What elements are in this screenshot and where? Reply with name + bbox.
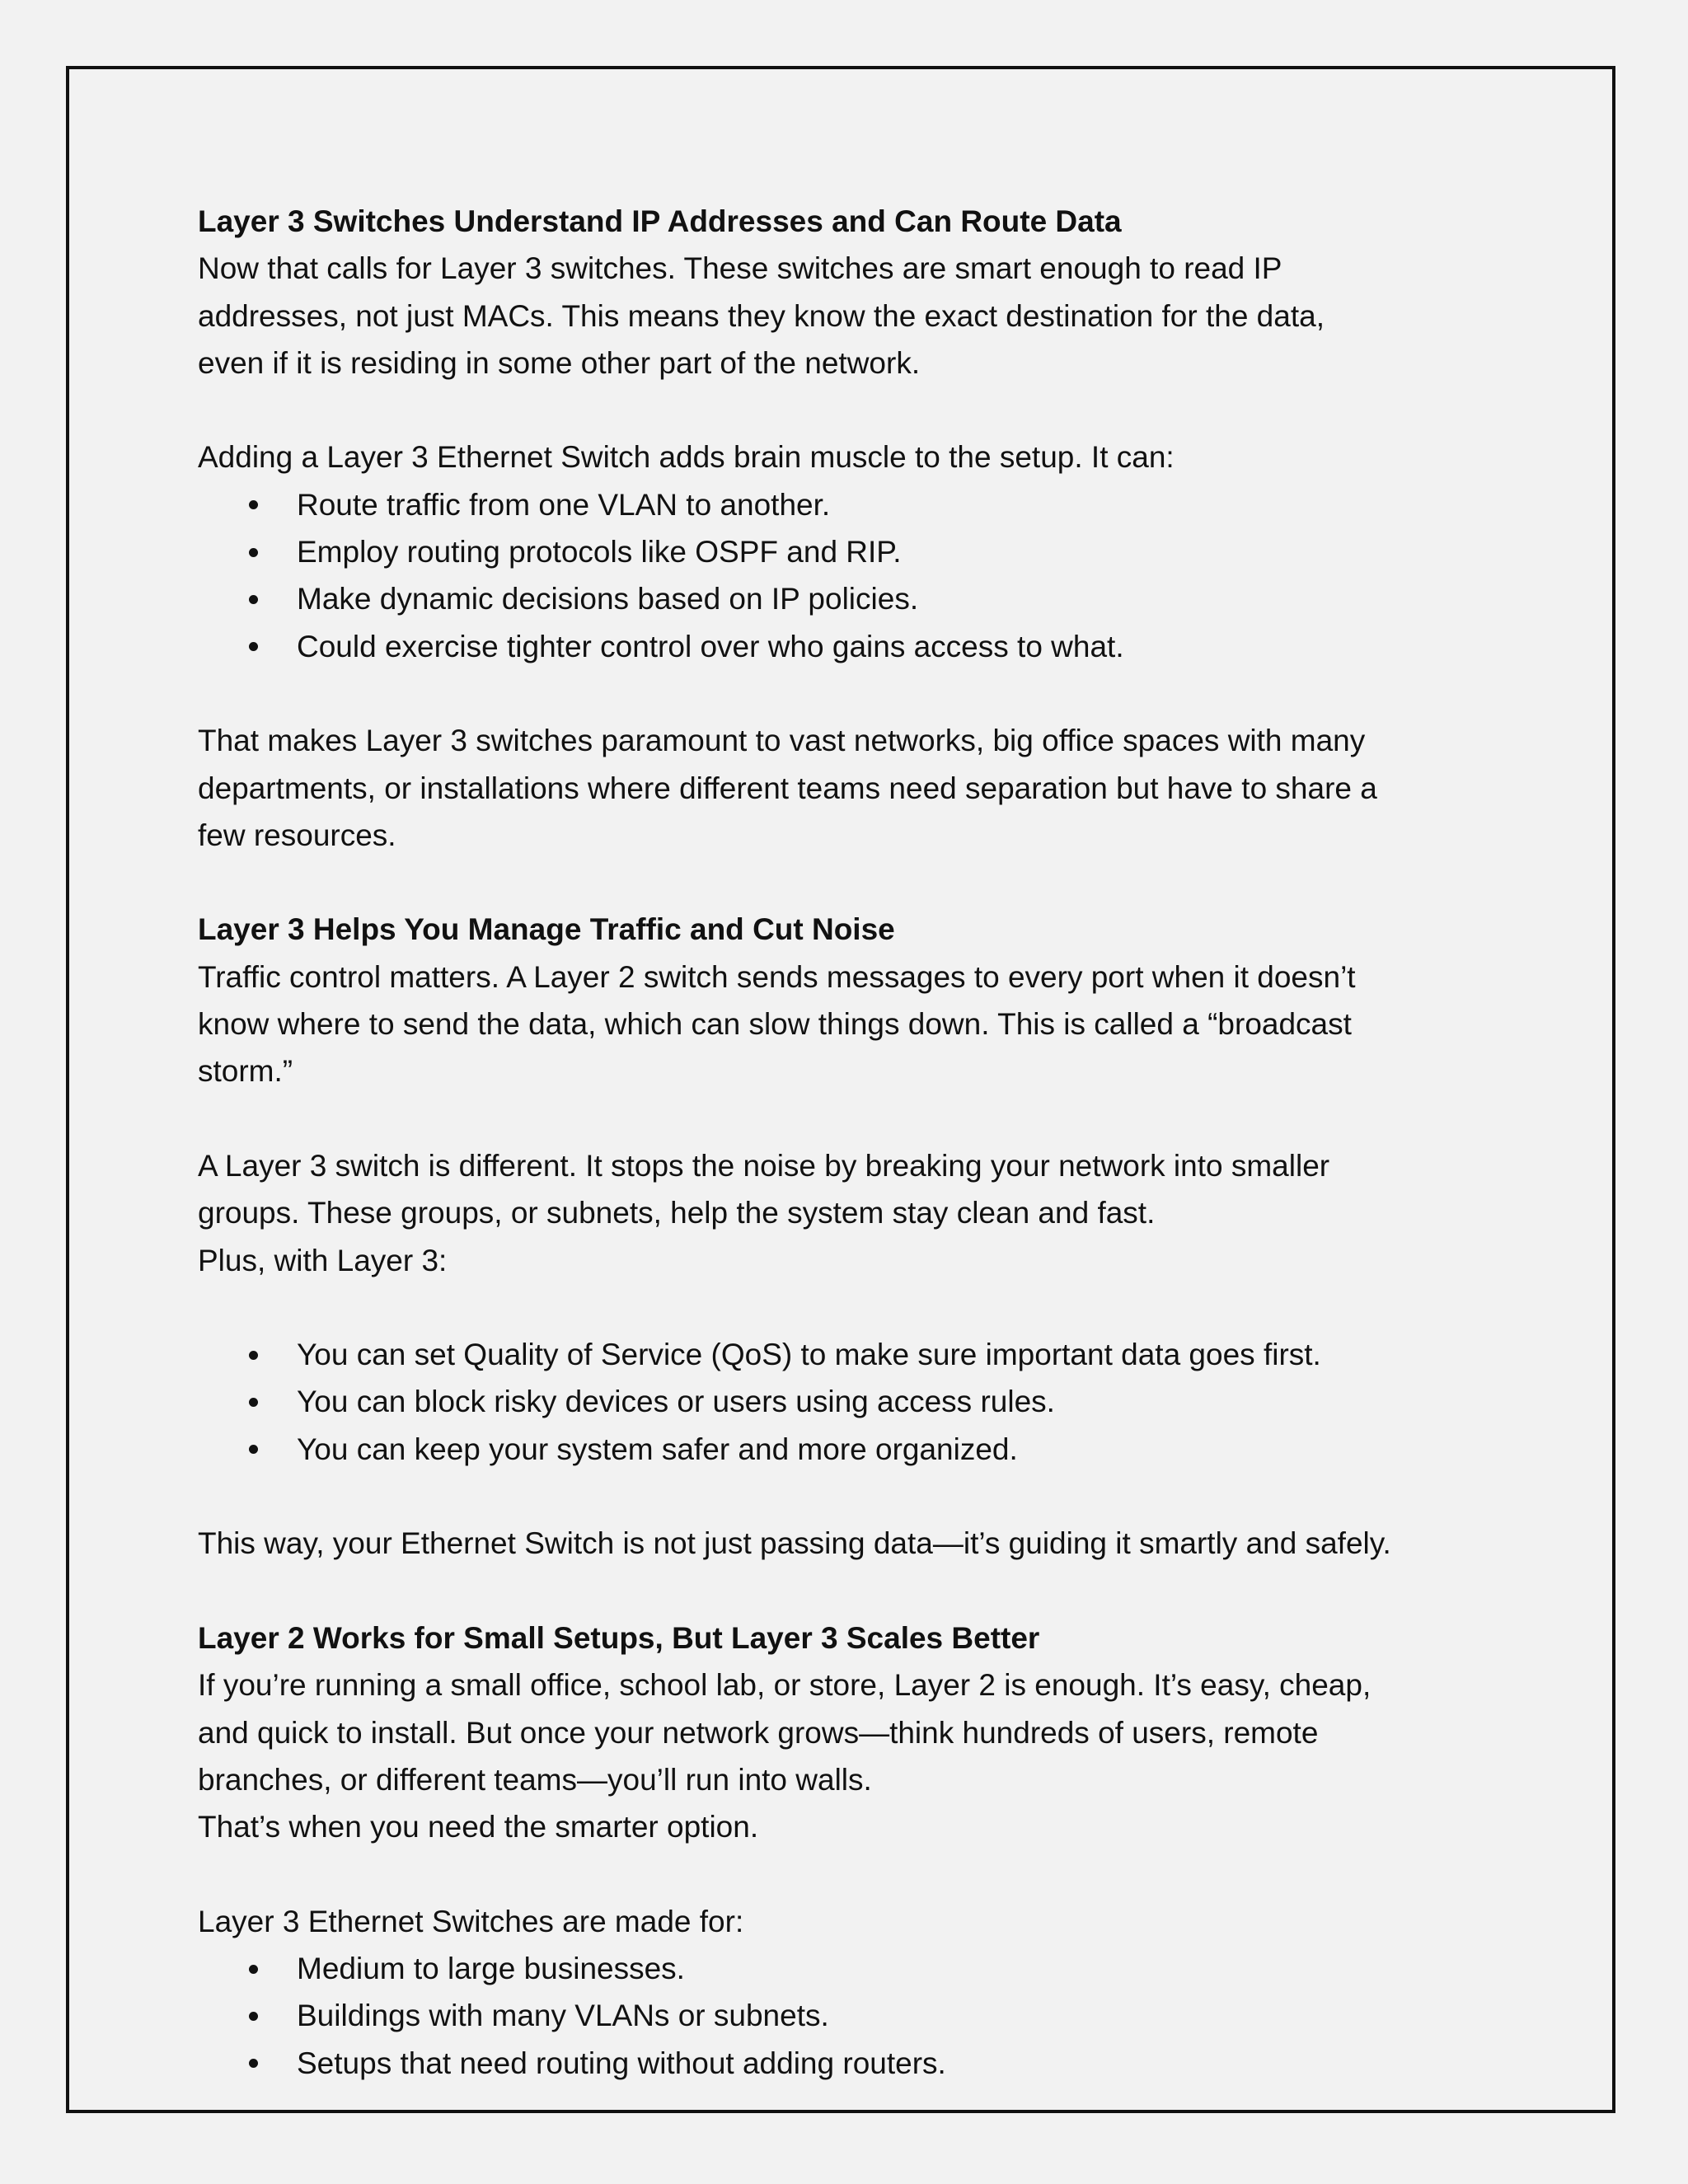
spacer (198, 1284, 1591, 1331)
list-item-text: Could exercise tighter control over who gains access to what. (297, 629, 1124, 663)
bullet-icon (249, 642, 258, 651)
list-item (198, 2040, 1591, 2087)
list-item-text: You can set Quality of Service (QoS) to make sure important data goes first. (297, 1338, 1321, 1372)
list-item-text: Medium to large businesses. (297, 1951, 685, 1985)
bullet-icon (249, 548, 258, 557)
bullet-icon (249, 595, 258, 604)
section-heading: Layer 3 Helps You Manage Traffic and Cut Noise (198, 912, 895, 947)
bullet-icon (249, 1965, 258, 1974)
bullet-list (198, 1945, 1591, 2087)
bullet-icon (249, 1445, 258, 1454)
section-heading: Layer 2 Works for Small Setups, But Layer 3 Scales Better (198, 1620, 1040, 1655)
paragraph-line: That makes Layer 3 switches paramount to vast networks, big office spaces with many (198, 724, 1366, 758)
document-body (198, 198, 1591, 2087)
list-item (198, 1992, 1591, 2039)
list-item (198, 528, 1591, 575)
bullet-list (198, 1331, 1591, 1473)
list-item-text: Setups that need routing without adding routers. (297, 2046, 946, 2080)
paragraph-line: departments, or installations where different teams need separation but have to share a (198, 771, 1377, 805)
list-intro: Adding a Layer 3 Ethernet Switch adds brain muscle to the setup. It can: (198, 440, 1175, 475)
paragraph-line: A Layer 3 switch is different. It stops the noise by breaking your network into smaller (198, 1148, 1330, 1183)
list-item (198, 623, 1591, 670)
bullet-icon (249, 1398, 258, 1407)
paragraph-line: few resources. (198, 818, 396, 852)
list-item-text: Make dynamic decisions based on IP policies. (297, 582, 919, 616)
paragraph-line: If you’re running a small office, school lab, or store, Layer 2 is enough. It’s easy, cheap, (198, 1668, 1372, 1703)
spacer (198, 859, 1591, 906)
spacer (198, 1568, 1591, 1615)
list-item (198, 1378, 1591, 1425)
bullet-icon (249, 500, 258, 509)
paragraph-line: This way, your Ethernet Switch is not just passing data—it’s guiding it smartly and safely. (198, 1526, 1391, 1561)
list-item-text: You can keep your system safer and more organized. (297, 1432, 1018, 1466)
list-item (198, 481, 1591, 528)
bullet-list (198, 481, 1591, 670)
paragraph-line: know where to send the data, which can slow things down. This is called a “broadcast (198, 1007, 1352, 1042)
paragraph-line: branches, or different teams—you’ll run into walls. (198, 1762, 872, 1797)
list-item (198, 1945, 1591, 1992)
paragraph-line: Plus, with Layer 3: (198, 1243, 448, 1277)
bullet-icon (249, 2059, 258, 2068)
paragraph-line: Traffic control matters. A Layer 2 switch sends messages to every port when it doesn’t (198, 959, 1356, 994)
list-item (198, 575, 1591, 622)
list-item-text: Employ routing protocols like OSPF and RIP. (297, 535, 902, 569)
paragraph-line: That’s when you need the smarter option. (198, 1810, 759, 1844)
list-item-text: Route traffic from one VLAN to another. (297, 487, 831, 522)
paragraph-line: Now that calls for Layer 3 switches. These switches are smart enough to read IP (198, 251, 1282, 286)
spacer (198, 670, 1591, 717)
paragraph-line: even if it is residing in some other part of the network. (198, 345, 921, 380)
spacer (198, 387, 1591, 434)
bullet-icon (249, 2012, 258, 2021)
paragraph-line: groups. These groups, or subnets, help the system stay clean and fast. (198, 1196, 1156, 1230)
spacer (198, 1850, 1591, 1897)
spacer (198, 1473, 1591, 1520)
section-heading: Layer 3 Switches Understand IP Addresses and Can Route Data (198, 204, 1122, 238)
spacer (198, 1095, 1591, 1142)
list-item (198, 1426, 1591, 1473)
bullet-icon (249, 1351, 258, 1360)
paragraph-line: storm.” (198, 1054, 293, 1089)
list-item-text: Buildings with many VLANs or subnets. (297, 1999, 829, 2033)
list-item-text: You can block risky devices or users using access rules. (297, 1385, 1055, 1419)
paragraph-line: and quick to install. But once your network grows—think hundreds of users, remote (198, 1715, 1319, 1750)
list-item (198, 1331, 1591, 1378)
list-intro: Layer 3 Ethernet Switches are made for: (198, 1904, 744, 1938)
paragraph-line: addresses, not just MACs. This means they know the exact destination for the data, (198, 298, 1325, 333)
